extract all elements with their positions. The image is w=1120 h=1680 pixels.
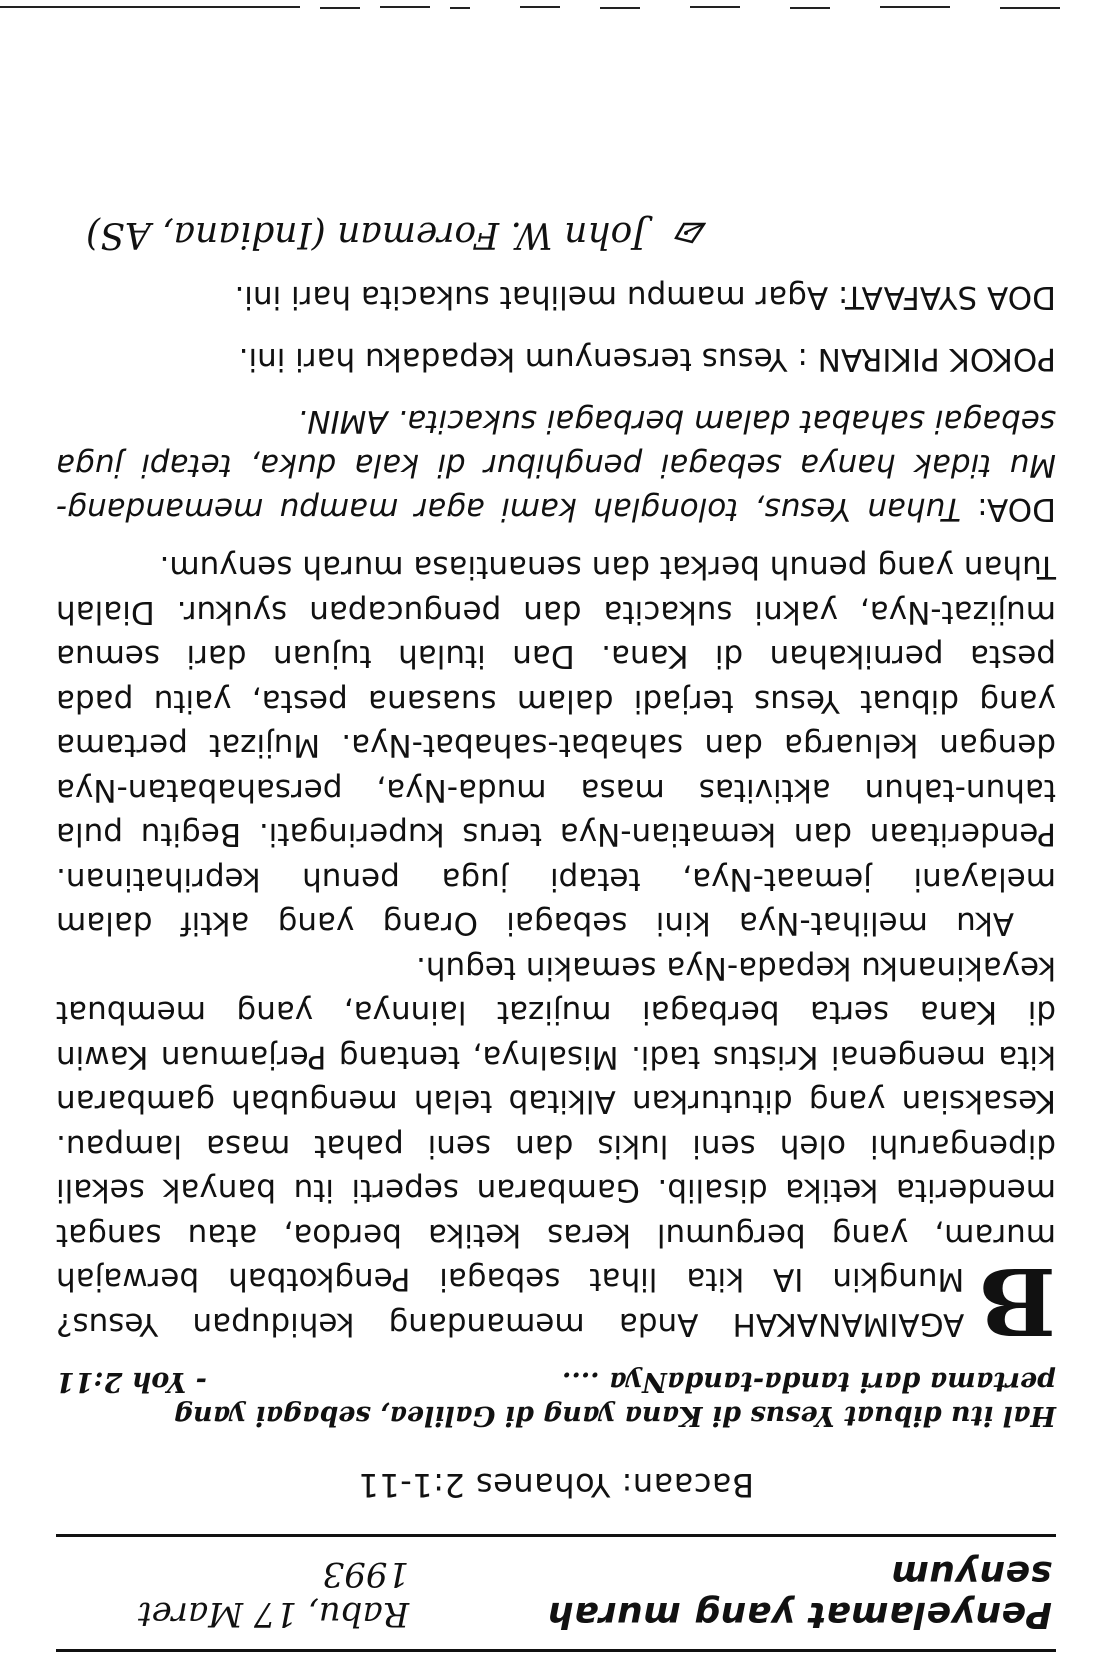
prayer — [56, 399, 1056, 531]
pokok-pikiran-text: Yesus tersenyum kepadaku hari ini. — [238, 341, 788, 377]
header-top-rule — [56, 1649, 1056, 1652]
prayer-text: Tuhan Yesus, tolonglah kami agar mampu memandang-Mu tidak hanya sebagai penghibur di kala duka, tetapi juga sebagai sahabat dalam berbagai sukacita. AMIN. — [56, 403, 1056, 527]
drop-cap: B — [978, 1247, 1056, 1355]
body-paragraph-text: AGAIMANAKAH Anda memandang kehidupan Yesus? Mungkin IA kita lihat sebagai Pengkotbah berwajah muram, yang bergumul keras ketika berdoa, atau sangat menderita ketika disalib. Gambaran seperti itu banyak sekali dipengaruhi oleh seni lukis dan seni pahat masa lampau. Kesaksian yang dituturkan Alkitab telah mengubah gambaran kita mengenai Kristus tadi. Misalnya, tentang Perjamuan Kawin di Kana serta berbagai mujizat lainnya, yang membuat keyakinanku kepada-Nya semakin teguh. — [56, 950, 1056, 1342]
pokok-pikiran — [56, 337, 1056, 381]
key-verse-reference: - Yoh 2:11 — [56, 1366, 207, 1397]
doa-syafaat-label: DOA SYAFAAT: — [837, 279, 1056, 315]
key-verse — [56, 1364, 1056, 1432]
body-paragraph — [56, 946, 1056, 1355]
body-paragraph — [56, 545, 1056, 946]
devotional-body — [56, 545, 1056, 1355]
body-paragraph-text: Aku melihat-Nya kini sebagai Orang yang aktif dalam melayani jemaat-Nya, tetapi juga penuh keprihatinan. Penderitaan dan kematian-Nya terus kuperingati. Begitu pula tahun-tahun aktivitas masa muda-Nya, persahabatan-Nya dengan keluarga dan sahabat-sahabat-Nya. Mujizat pertama yang dibuat Yesus terjadi dalam suasana pesta, yaitu pada pesta pernikahan di Kana. Dan itulah tujuan dari semua mujizat-Nya, yakni sukacita dan pengucapan syukur. Dialah Tuhan yang penuh berkat dan senantiasa murah senyum. — [56, 549, 1056, 942]
devotional-title: Penyelamat yang murah senyum — [547, 1553, 1052, 1635]
author-name: John W. Foreman (Indiana, AS) — [86, 214, 647, 255]
author-line — [56, 212, 1056, 256]
page-header — [56, 1537, 1056, 1649]
key-verse-text: Hal itu dibuat Yesus di Kana yang di Galilea, sebagai yang pertama dari tanda-tandaNya .... — [174, 1366, 1056, 1431]
devotional-date: Rabu, 17 Maret 1993 — [137, 1554, 410, 1634]
scripture-reading: Bacaan: Yohanes 2:1-11 — [358, 1466, 754, 1504]
pokok-pikiran-label: POKOK PIKIRAN : — [797, 341, 1056, 377]
header-bottom-rule — [56, 1534, 1056, 1537]
doa-syafaat-text: Agar mampu melihat sukacita hari ini. — [234, 279, 829, 315]
prayer-label: DOA: — [977, 491, 1056, 527]
doa-syafaat — [56, 275, 1056, 319]
pen-nib-icon — [672, 212, 706, 253]
page-content — [56, 212, 1056, 1653]
